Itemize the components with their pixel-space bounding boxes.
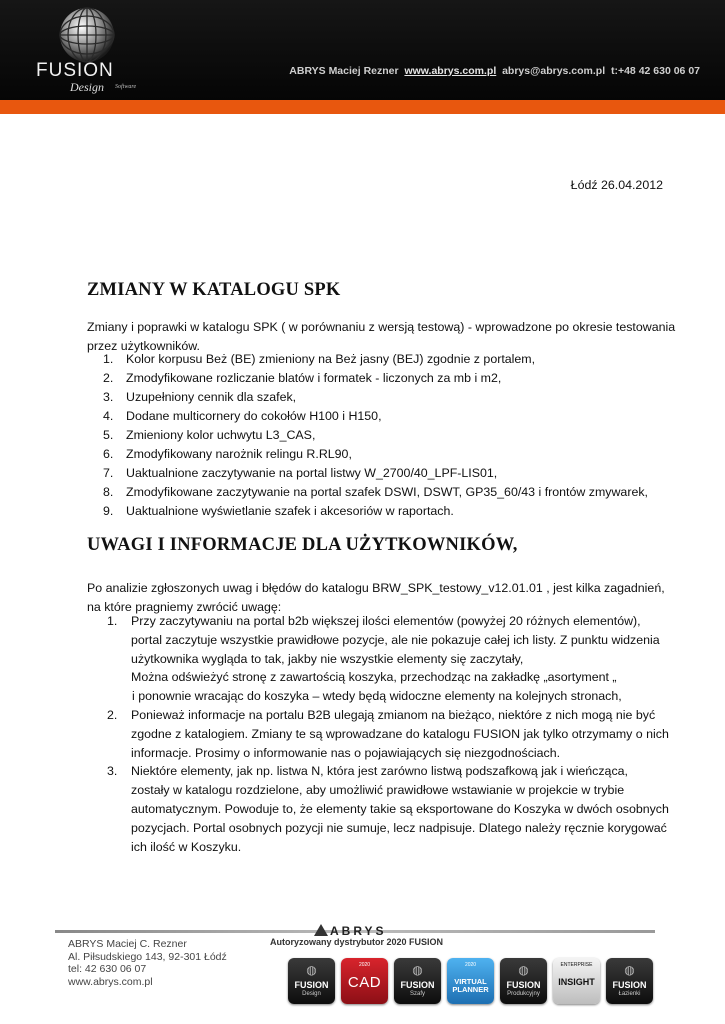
footer-address-line: Al. Piłsudskiego 143, 92-301 Łódź xyxy=(68,950,227,963)
list-item xyxy=(87,762,687,856)
list-item-line: pozycjach. Portal osobnych pozycji nie sumuje, lecz nadpisuje. Dlatego należy ręcznie korygować xyxy=(131,820,667,835)
list-item xyxy=(87,464,687,483)
list-item-text: Zmodyfikowane rozliczanie blatów i formatek - liczonych za mb i m2, xyxy=(126,371,502,385)
list-item xyxy=(87,502,687,521)
list-number: 3. xyxy=(103,390,114,404)
list-item xyxy=(87,426,687,445)
list-item-text: Dodane multicornery do cokołów H100 i H150, xyxy=(126,409,382,423)
list-item-line: i ponownie wracając do koszyka – wtedy będą widoczne elementy na kolejnych stronach, xyxy=(132,689,622,704)
list-item xyxy=(87,350,687,369)
list-item xyxy=(87,706,687,762)
product-fusion-lazienki: ◍ FUSION Łazienki xyxy=(606,958,653,1004)
list-item-text: Kolor korpusu Beż (BE) zmieniony na Beż jasny (BEJ) zgodnie z portalem, xyxy=(126,352,536,366)
list-number: 7. xyxy=(103,466,114,480)
list-item xyxy=(87,388,687,407)
footer-address-line: tel: 42 630 06 07 xyxy=(68,963,147,975)
list-number: 1. xyxy=(107,614,118,628)
list-item-text: Uaktualnione zaczytywanie na portal listwy W_2700/40_LPF-LIS01, xyxy=(126,466,498,480)
globe-icon xyxy=(56,4,118,66)
logo-fusion-text: FUSION xyxy=(36,60,114,81)
product-virtual-planner: 2020 VIRTUAL PLANNER xyxy=(447,958,494,1004)
list-item-line: zostały w katalogu rozdzielone, aby umożliwić prawidłowe wstawianie w projekcie w trybie xyxy=(131,783,625,798)
list-number: 8. xyxy=(103,485,114,499)
list-item-text: Zmieniony kolor uchwytu L3_CAS, xyxy=(126,428,316,442)
list-item xyxy=(87,407,687,426)
abrys-brand-text: ABRYS xyxy=(330,924,387,938)
globe-icon: ◍ xyxy=(518,963,529,977)
list-number: 9. xyxy=(103,504,114,518)
list-item-line: Niektóre elementy, jak np. listwa N, która jest zarówno listwą podszafkową jak i wieńcząca, xyxy=(131,764,628,779)
footer-website-link[interactable]: www.abrys.com.pl xyxy=(68,975,153,988)
list-item-line: Można odświeżyć stronę z zawartością koszyka, przechodząc na zakładkę „asortyment „ xyxy=(131,670,617,685)
product-fusion-produkcyjny: ◍ FUSION Produkcyjny xyxy=(500,958,547,1004)
product-2020-cad: 2020 CAD xyxy=(341,958,388,1004)
section-title-notes: UWAGI I INFORMACJE DLA UŻYTKOWNIKÓW, xyxy=(87,535,518,555)
logo-software-text: Software xyxy=(115,84,137,90)
globe-icon: ◍ xyxy=(412,963,423,977)
list-item-text: Uzupełniony cennik dla szafek, xyxy=(126,390,297,404)
abrys-logo xyxy=(314,924,387,938)
section-title-changes: ZMIANY W KATALOGU SPK xyxy=(87,280,341,300)
changes-list xyxy=(87,350,687,521)
header-accent-bar xyxy=(0,100,725,114)
email-link[interactable]: abrys@abrys.com.pl xyxy=(502,65,606,77)
product-insight: ENTERPRISE INSIGHT xyxy=(553,958,600,1004)
abrys-triangle-icon xyxy=(314,924,328,936)
abrys-subtitle: Autoryzowany dystrybutor 2020 FUSION xyxy=(270,937,444,947)
globe-icon: ◍ xyxy=(624,963,635,977)
list-item-line: Ponieważ informacje na portalu B2B ulegają zmianom na bieżąco, niektóre z nich mogą nie być xyxy=(131,707,656,722)
footer-address-line: ABRYS Maciej C. Rezner xyxy=(68,938,187,950)
list-item xyxy=(87,369,687,388)
list-number: 5. xyxy=(103,428,114,442)
list-number: 2. xyxy=(107,707,118,722)
list-item-line: portal zaczytuje wszystkie prawidłowe pozycje, ale nie pokazuje całej ich listy. Z punktu widzenia xyxy=(131,632,660,647)
list-number: 4. xyxy=(103,409,114,423)
document-date: Łódź 26.04.2012 xyxy=(570,178,663,192)
product-fusion-szafy: ◍ FUSION Szafy xyxy=(394,958,441,1004)
phone-number: t:+48 42 630 06 07 xyxy=(610,65,700,77)
list-number: 6. xyxy=(103,447,114,461)
globe-icon: ◍ xyxy=(306,963,317,977)
list-item-text: Uaktualnione wyświetlanie szafek i akcesoriów w raportach. xyxy=(126,504,454,518)
list-item-line: zgodne z katalogiem. Zmiany te są wprowadzane do katalogu FUSION jak tylko otrzymamy o nich xyxy=(131,726,669,741)
logo-design-text: Design xyxy=(70,80,104,94)
list-item xyxy=(87,612,687,706)
website-link[interactable]: www.abrys.com.pl xyxy=(404,65,497,77)
section-intro-changes: Zmiany i poprawki w katalogu SPK ( w porównaniu z wersją testową) - wprowadzone po okresie testowania przez użytkowników. xyxy=(87,320,676,353)
notes-list xyxy=(87,612,687,856)
list-number: 2. xyxy=(103,371,114,385)
header-contact xyxy=(289,65,700,77)
list-number: 3. xyxy=(107,764,118,779)
product-fusion-design: ◍ FUSION Design xyxy=(288,958,335,1004)
list-item-line: automatycznym. Powoduje to, że elementy takie są eksportowane do Koszyka w dwóch osobnych xyxy=(131,801,669,816)
contact-name: ABRYS Maciej Rezner xyxy=(289,65,399,77)
list-item-text: Zmodyfikowane zaczytywanie na portal szafek DSWI, DSWT, GP35_60/43 i frontów zmywarek, xyxy=(126,485,648,499)
section-intro-notes: Po analizie zgłoszonych uwag i błędów do katalogu BRW_SPK_testowy_v12.01.01 , jest kilka zagadnień, na które pragniemy zwrócić uwagę: xyxy=(87,581,665,614)
list-item xyxy=(87,483,687,502)
list-item-text: Zmodyfikowany narożnik relingu R.RL90, xyxy=(126,447,352,461)
list-item-line: ich ilość w Koszyku. xyxy=(131,839,242,854)
list-number: 1. xyxy=(103,352,114,366)
list-item-line: informacje. Prosimy o informowanie nas o pojawiających się niezgodnościach. xyxy=(131,745,561,760)
page-header xyxy=(0,0,725,100)
footer-address xyxy=(68,938,227,988)
list-item-line: Przy zaczytywaniu na portal b2b większej ilości elementów (powyżej 20 różnych elementów), xyxy=(131,614,641,628)
list-item-line: użytkownika wygląda to tak, jakby nie wszystkie elementy się zaczytały, xyxy=(131,651,524,666)
list-item xyxy=(87,445,687,464)
